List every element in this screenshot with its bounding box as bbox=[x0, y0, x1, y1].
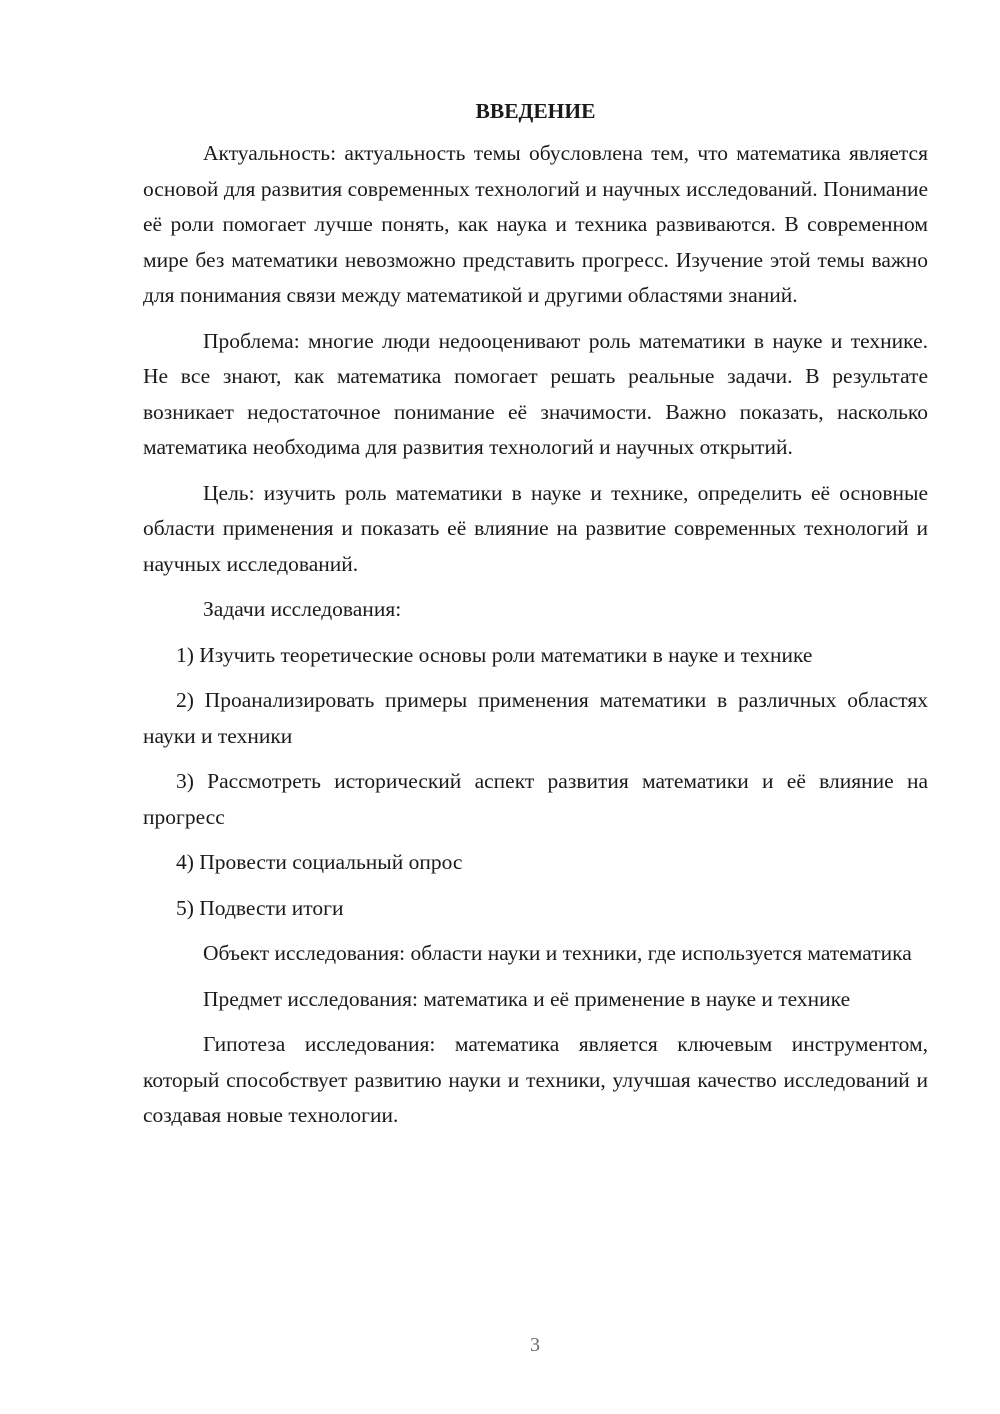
subject-paragraph: Предмет исследования: математика и её применение в науке и технике bbox=[203, 986, 851, 1011]
task-item-1: 1) Изучить теоретические основы роли математики в науке и технике bbox=[176, 642, 813, 667]
task-item-4: 4) Провести социальный опрос bbox=[176, 850, 463, 874]
section-heading: ВВЕДЕНИЕ bbox=[475, 99, 596, 123]
goal-paragraph: Цель: изучить роль математики в науке и технике, определить её основные области применения и показать её влияние на развитие современных технологий и научных исследований. bbox=[143, 480, 928, 576]
task-item-3: 3) Рассмотреть исторический аспект развития математики и её влияние на прогресс bbox=[143, 769, 928, 829]
problem-paragraph: Проблема: многие люди недооценивают роль математики в науке и технике. Не все знают, как математика помогает решать реальные задачи. В результате возникает недостаточное понимание её значимости. Важно показать, насколько математика необходима для развития технологий и научных открытий. bbox=[143, 328, 928, 459]
relevance-paragraph: Актуальность: актуальность темы обусловлена тем, что математика является основой для развития современных технологий и научных исследований. Понимание её роли помогает лучше понять, как наука и техника развиваются. В современном мире без математики невозможно представить прогресс. Изучение этой темы важно для понимания связи между математикой и другими областями знаний. bbox=[143, 141, 928, 307]
object-paragraph: Объект исследования: области науки и техники, где используется математика bbox=[203, 941, 912, 965]
task-item-5: 5) Подвести итоги bbox=[176, 895, 344, 920]
page-content bbox=[143, 96, 928, 1144]
tasks-list bbox=[143, 638, 928, 927]
tasks-intro: Задачи исследования: bbox=[203, 597, 402, 621]
task-item-2: 2) Проанализировать примеры применения математики в различных областях науки и техники bbox=[143, 688, 928, 748]
hypothesis-paragraph: Гипотеза исследования: математика является ключевым инструментом, который способствует развитию науки и техники, улучшая качество исследований и создавая новые технологии. bbox=[143, 1032, 928, 1127]
page-number: 3 bbox=[530, 1334, 540, 1356]
